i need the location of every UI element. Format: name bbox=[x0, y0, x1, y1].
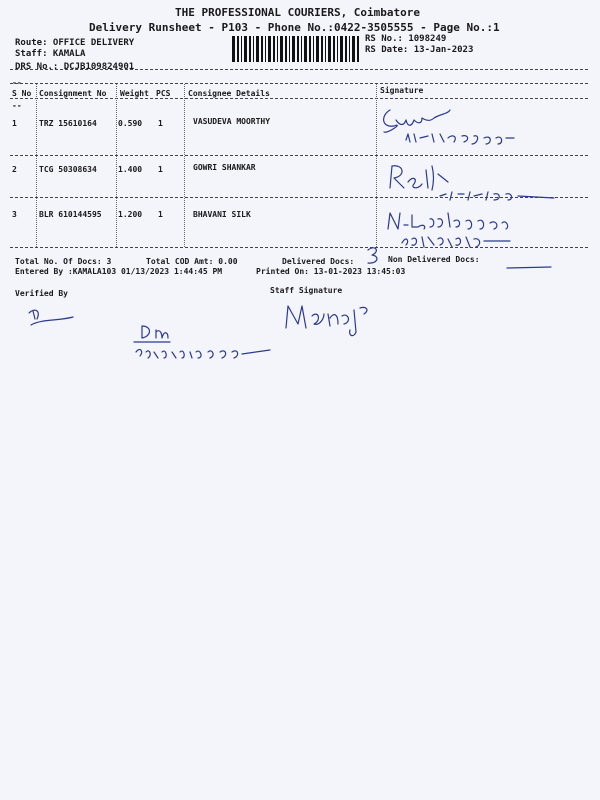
non-delivered-mark bbox=[505, 264, 555, 272]
delivered-count-handwritten bbox=[364, 244, 382, 266]
verified-signature-2 bbox=[130, 318, 280, 362]
row-pcs: 1 bbox=[158, 210, 163, 219]
rs-date: RS Date: 13-Jan-2023 bbox=[365, 45, 474, 55]
header-signature: Signature bbox=[380, 86, 424, 95]
total-docs: Total No. Of Docs: 3 bbox=[15, 257, 112, 266]
row-weight: 1.400 bbox=[118, 165, 143, 174]
column-divider bbox=[36, 84, 37, 247]
row-consignee: GOWRI SHANKAR bbox=[193, 163, 256, 172]
row-sno: 2 bbox=[12, 165, 17, 174]
company-title: THE PROFESSIONAL COURIERS, Coimbatore bbox=[175, 6, 421, 19]
verified-signature-1 bbox=[25, 305, 85, 335]
header-weight: Weight bbox=[120, 89, 149, 98]
total-cod: Total COD Amt: 0.00 bbox=[146, 257, 238, 266]
header-sno: S No bbox=[12, 89, 32, 98]
divider bbox=[10, 69, 588, 70]
row-pcs: 1 bbox=[158, 119, 163, 128]
column-divider bbox=[116, 84, 117, 247]
non-delivered-docs: Non Delivered Docs: bbox=[388, 255, 480, 264]
row-sno: 1 bbox=[12, 119, 17, 128]
column-divider bbox=[376, 84, 377, 247]
rs-number: RS No.: 1098249 bbox=[365, 34, 447, 44]
header-consignment: Consignment No bbox=[39, 89, 107, 98]
barcode bbox=[232, 36, 360, 62]
route-label: Route: OFFICE DELIVERY bbox=[15, 38, 135, 48]
staff-label: Staff: KAMALA bbox=[15, 49, 86, 59]
row-weight: 1.200 bbox=[118, 210, 143, 219]
row-pcs: 1 bbox=[158, 165, 163, 174]
drs-number: DRS No.: DCJB109824901 bbox=[15, 62, 135, 72]
divider bbox=[10, 98, 588, 99]
divider bbox=[10, 83, 588, 84]
verified-by-label: Verified By bbox=[15, 289, 68, 298]
row-consignment: TCG 50308634 bbox=[39, 165, 97, 174]
signature-row-2 bbox=[378, 160, 558, 204]
runsheet-title: Delivery Runsheet - P103 - Phone No.:0422-3505555 - Page No.:1 bbox=[89, 21, 500, 34]
header-consignee: Consignee Details bbox=[188, 89, 270, 98]
staff-signature bbox=[280, 296, 380, 340]
row-sno: 3 bbox=[12, 210, 17, 219]
signature-row-3 bbox=[378, 203, 538, 251]
signature-row-1 bbox=[378, 100, 538, 156]
dash-mark: -- bbox=[12, 101, 22, 110]
delivered-docs: Delivered Docs: bbox=[282, 257, 355, 266]
column-divider bbox=[184, 84, 185, 247]
header-pcs: PCS bbox=[156, 89, 171, 98]
row-weight: 0.590 bbox=[118, 119, 143, 128]
printed-on: Printed On: 13-01-2023 13:45:03 bbox=[256, 267, 406, 276]
row-consignee: BHAVANI SILK bbox=[193, 210, 251, 219]
row-consignee: VASUDEVA MOORTHY bbox=[193, 117, 271, 126]
row-consignment: TRZ 15610164 bbox=[39, 119, 97, 128]
staff-signature-label: Staff Signature bbox=[270, 286, 343, 295]
entered-by: Entered By :KAMALA103 01/13/2023 1:44:45 PM bbox=[15, 267, 223, 276]
dash-mark: -- bbox=[12, 78, 22, 87]
row-consignment: BLR 610144595 bbox=[39, 210, 102, 219]
